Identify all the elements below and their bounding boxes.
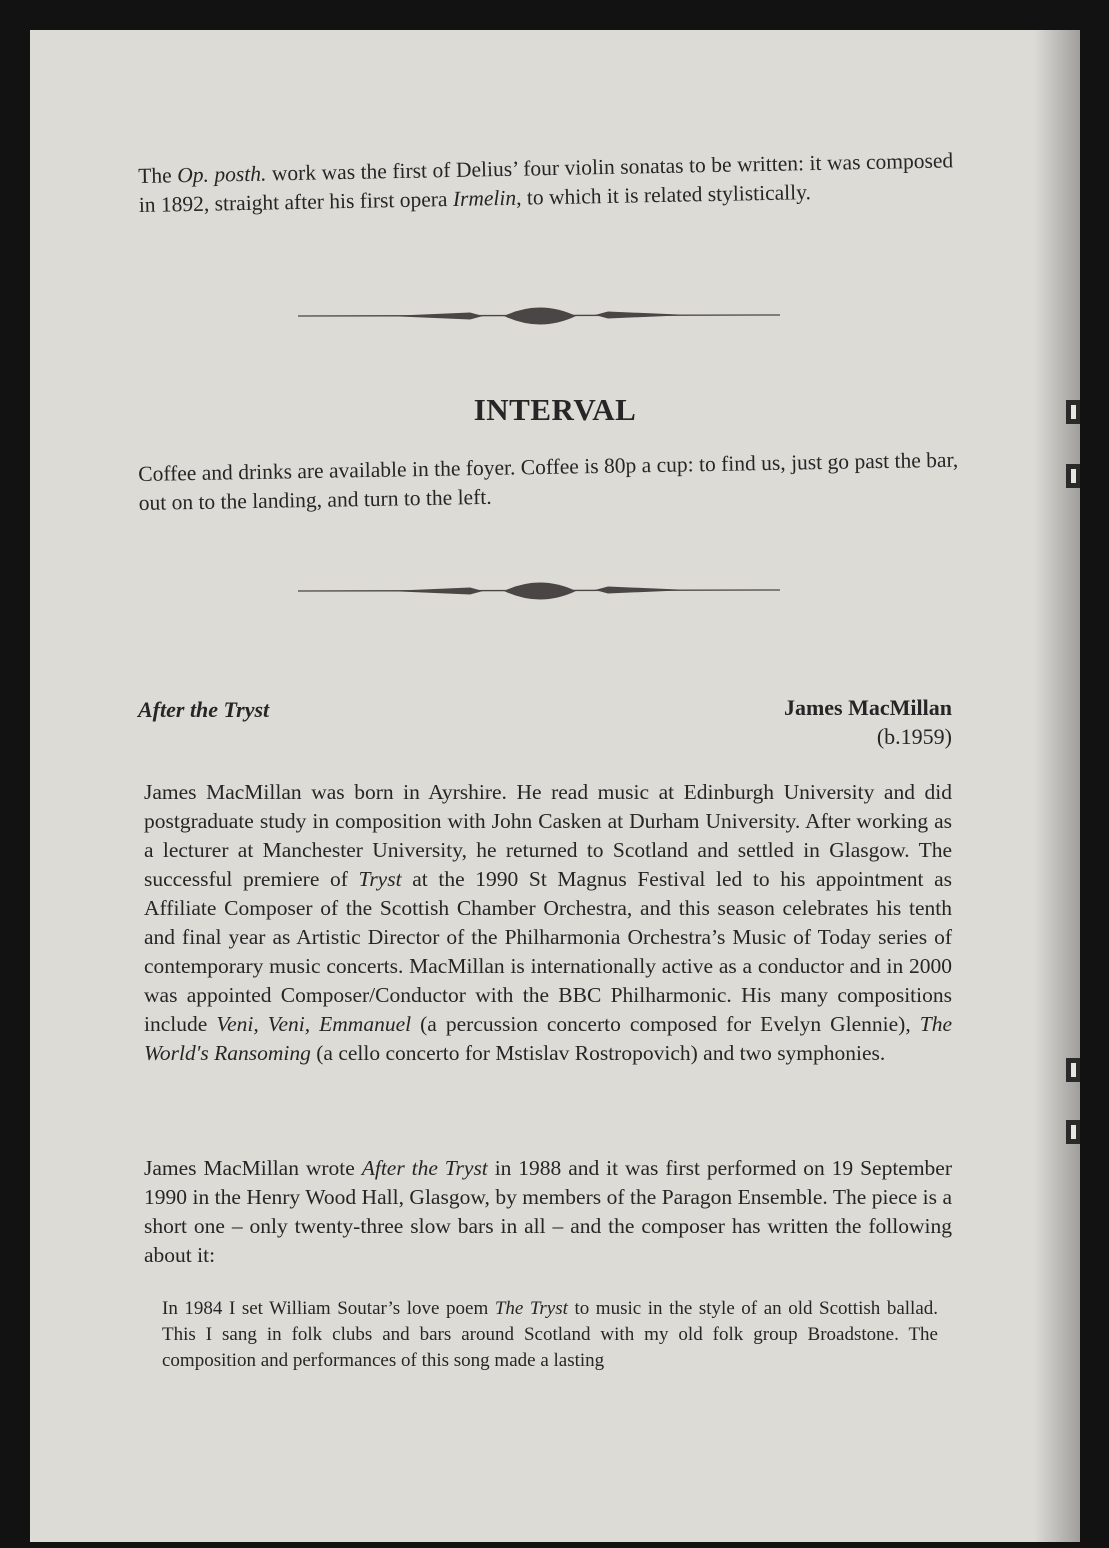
booklet-page (30, 30, 1080, 1542)
composer-dates: (b.1959) (876, 724, 952, 749)
bio-text-2: at the 1990 St Magnus Festival led to his appointment as Affiliate Composer of the Scottish Chamber Orchestra, and this season celebrates his tenth and final year as Artistic Director of the Philharmonia Orchestra’s Music of Today series of contemporary music concerts. MacMillan is internationally active as a conductor and in 2000 was appointed Composer/Conductor with the BBC Philharmonic. His many compositions include (144, 867, 952, 1036)
composer-name: James MacMillan (783, 695, 952, 720)
bio-italic-veni: Veni, Veni, Emmanuel (216, 1012, 412, 1036)
intro-text-1: The (138, 163, 178, 188)
ornament-divider-top (298, 302, 780, 330)
about-text-1: James MacMillan wrote (144, 1156, 362, 1180)
intro-text-3: , to which it is related stylistically. (515, 180, 812, 210)
bio-text-4: (a cello concerto for Mstislav Rostropovich) and two symphonies. (310, 1041, 886, 1065)
ornament-divider-bottom (298, 577, 780, 605)
about-italic-after-the-tryst: After the Tryst (361, 1156, 488, 1180)
intro-text-2: work was the first of Delius’ four violin sonatas to be written: it was composed in 1892, straight after his first opera (138, 148, 954, 217)
staple-highlight-4 (1071, 1125, 1076, 1139)
bio-text-3: (a percussion concerto composed for Evelyn Glennie), (411, 1012, 920, 1036)
intro-paragraph (138, 146, 954, 220)
staple-highlight-3 (1071, 1063, 1076, 1077)
composer-bio-paragraph (144, 778, 952, 1068)
staple-highlight-2 (1071, 469, 1076, 483)
intro-italic-op-posth: Op. posth. (176, 161, 267, 188)
staple-highlight-1 (1071, 405, 1076, 419)
quote-text-2: to music in the style of an old Scottish ballad. This I sang in folk clubs and bars around Scotland with my old folk group Broadstone. The composition and performances of this song made a lasting (162, 1298, 938, 1371)
intro-italic-irmelin: Irmelin (452, 185, 517, 211)
composer-quote-paragraph (162, 1296, 938, 1374)
bio-italic-worlds-ransoming: The World's Ransoming (144, 1012, 952, 1065)
piece-title: After the Tryst (138, 697, 270, 722)
bio-text-1: James MacMillan was born in Ayrshire. He read music at Edinburgh University and did postgraduate study in composition with John Casken at Durham University. After working as a lecturer at Manchester University, he returned to Scotland and settled in Glasgow. The successful premiere of (144, 780, 952, 891)
interval-paragraph: Coffee and drinks are available in the foyer. Coffee is 80p a cup: to find us, just go past the bar, out on to the landing, and turn to the left. (138, 447, 959, 515)
bio-italic-tryst: Tryst (358, 867, 402, 891)
about-text-2: in 1988 and it was first performed on 19 September 1990 in the Henry Wood Hall, Glasgow, by members of the Paragon Ensemble. The piece is a short one – only twenty-three slow bars in all – and the composer has written the following about it: (144, 1156, 953, 1267)
interval-heading: INTERVAL (473, 392, 637, 427)
quote-text-1: In 1984 I set William Soutar’s love poem (162, 1298, 495, 1319)
quote-italic-the-tryst: The Tryst (494, 1298, 568, 1319)
composer-block (784, 693, 952, 751)
binding-shadow (1034, 30, 1080, 1542)
piece-about-paragraph (144, 1154, 952, 1270)
